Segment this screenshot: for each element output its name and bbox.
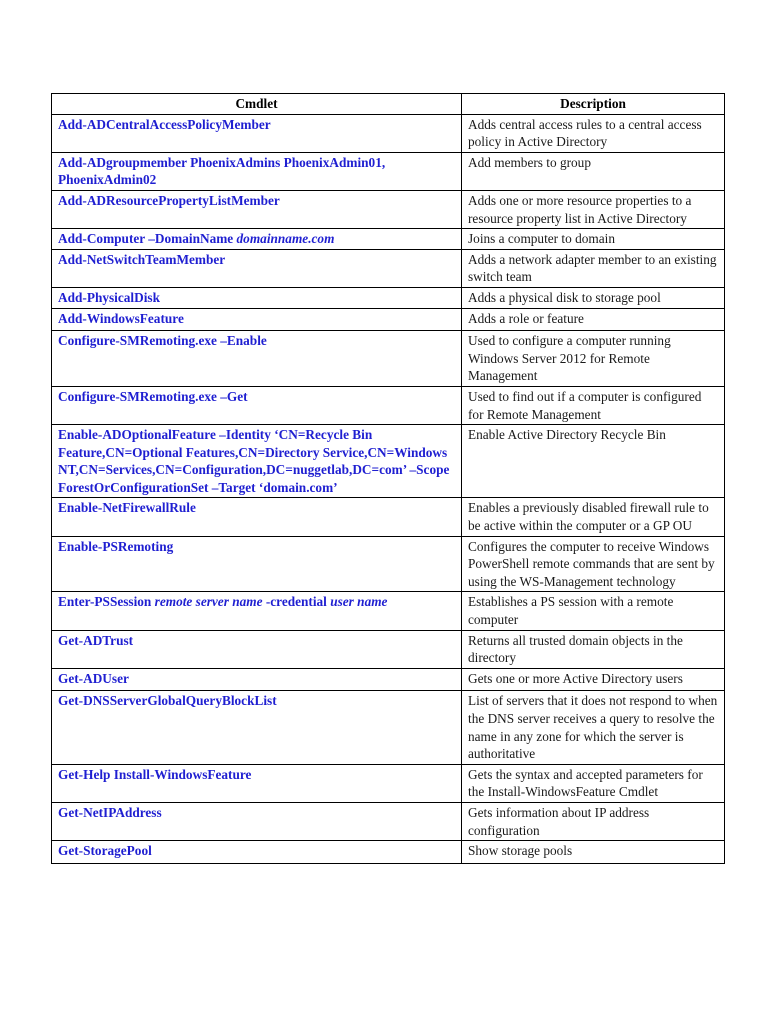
table-row [52, 691, 725, 764]
cmdlet-text: Get-StoragePool [58, 843, 152, 859]
cmdlet-text: Add-ADgroupmember PhoenixAdmins PhoenixAdmin01, PhoenixAdmin02 [58, 154, 386, 188]
cmdlet-cell [52, 190, 462, 228]
cmdlet-text: Add-ADResourcePropertyListMember [58, 192, 280, 208]
cmdlet-cell [52, 592, 462, 630]
cmdlet-text: Get-ADUser [58, 670, 129, 686]
cmdlet-text: Configure-SMRemoting.exe –Get [58, 388, 248, 404]
cmdlet-text: Get-ADTrust [58, 632, 134, 648]
table-row [52, 190, 725, 228]
description-cell: Gets one or more Active Directory users [462, 668, 725, 691]
table-row [52, 331, 725, 387]
description-cell: Returns all trusted domain objects in the directory [462, 630, 725, 668]
cmdlet-cell [52, 229, 462, 250]
cmdlet-table [51, 93, 725, 864]
description-cell: Establishes a PS session with a remote computer [462, 592, 725, 630]
cmdlet-cell [52, 114, 462, 152]
cmdlet-cell [52, 668, 462, 691]
cmdlet-cell [52, 331, 462, 387]
cmdlet-text: Add-ADCentralAccessPolicyMember [58, 116, 271, 132]
description-cell: Gets the syntax and accepted parameters for the Install-WindowsFeature Cmdlet [462, 764, 725, 802]
table-row [52, 287, 725, 308]
description-cell: Adds central access rules to a central access policy in Active Directory [462, 114, 725, 152]
table-row [52, 802, 725, 840]
table-row [52, 764, 725, 802]
document-page [51, 93, 724, 864]
cmdlet-cell [52, 308, 462, 331]
description-cell: Adds one or more resource properties to a resource property list in Active Directory [462, 190, 725, 228]
cmdlet-text: Enable-ADOptionalFeature –Identity ‘CN=Recycle Bin Feature,CN=Optional Features,CN=Directory Service,CN=Windows NT,CN=Services,CN=Configuration,DC=nuggetlab,DC=com’ –Scope ForestOrConfigurationSet –Target ‘domain.com’ [58, 427, 450, 495]
table-row [52, 229, 725, 250]
table-row [52, 308, 725, 331]
cmdlet-cell [52, 498, 462, 536]
cmdlet-text: Get-DNSServerGlobalQueryBlockList [58, 693, 277, 709]
column-header-cmdlet: Cmdlet [52, 94, 462, 115]
cmdlet-param-placeholder: user name [330, 594, 388, 610]
cmdlet-text: Get-Help Install-WindowsFeature [58, 766, 252, 782]
cmdlet-cell [52, 386, 462, 424]
cmdlet-cell [52, 425, 462, 498]
table-row [52, 630, 725, 668]
cmdlet-text: Configure-SMRemoting.exe –Enable [58, 333, 267, 349]
cmdlet-cell [52, 630, 462, 668]
column-header-description: Description [462, 94, 725, 115]
description-cell: Gets information about IP address configuration [462, 802, 725, 840]
cmdlet-cell [52, 841, 462, 864]
table-row [52, 386, 725, 424]
table-row [52, 249, 725, 287]
cmdlet-cell [52, 152, 462, 190]
cmdlet-param-placeholder: domainname.com [236, 231, 335, 247]
description-cell: Adds a physical disk to storage pool [462, 287, 725, 308]
table-row [52, 668, 725, 691]
cmdlet-text: Get-NetIPAddress [58, 804, 162, 820]
cmdlet-cell [52, 802, 462, 840]
description-cell: Configures the computer to receive Windows PowerShell remote commands that are sent by using the WS-Management technology [462, 536, 725, 592]
cmdlet-text: Enter-PSSession [58, 594, 155, 610]
cmdlet-text: Add-WindowsFeature [58, 310, 184, 326]
cmdlet-cell [52, 691, 462, 764]
description-cell: Enable Active Directory Recycle Bin [462, 425, 725, 498]
cmdlet-text: -credential [262, 594, 331, 610]
cmdlet-text: Enable-PSRemoting [58, 538, 174, 554]
cmdlet-param-placeholder: remote server name [154, 594, 263, 610]
table-row [52, 114, 725, 152]
cmdlet-cell [52, 536, 462, 592]
cmdlet-text: Add-PhysicalDisk [58, 289, 160, 305]
description-cell: Show storage pools [462, 841, 725, 864]
description-cell: Adds a role or feature [462, 308, 725, 331]
cmdlet-text: Enable-NetFirewallRule [58, 500, 196, 516]
cmdlet-cell [52, 249, 462, 287]
description-cell: Used to configure a computer running Windows Server 2012 for Remote Management [462, 331, 725, 387]
table-row [52, 152, 725, 190]
description-cell: List of servers that it does not respond to when the DNS server receives a query to resolve the name in any zone for which the server is authoritative [462, 691, 725, 764]
description-cell: Add members to group [462, 152, 725, 190]
cmdlet-cell [52, 287, 462, 308]
table-row [52, 592, 725, 630]
description-cell: Used to find out if a computer is configured for Remote Management [462, 386, 725, 424]
description-cell: Adds a network adapter member to an existing switch team [462, 249, 725, 287]
description-cell: Enables a previously disabled firewall rule to be active within the computer or a GP OU [462, 498, 725, 536]
description-cell: Joins a computer to domain [462, 229, 725, 250]
table-row [52, 841, 725, 864]
table-row [52, 536, 725, 592]
table-header-row [52, 94, 725, 115]
cmdlet-cell [52, 764, 462, 802]
cmdlet-text: Add-Computer –DomainName [58, 231, 237, 247]
cmdlet-text: Add-NetSwitchTeamMember [58, 251, 226, 267]
table-row [52, 425, 725, 498]
table-row [52, 498, 725, 536]
